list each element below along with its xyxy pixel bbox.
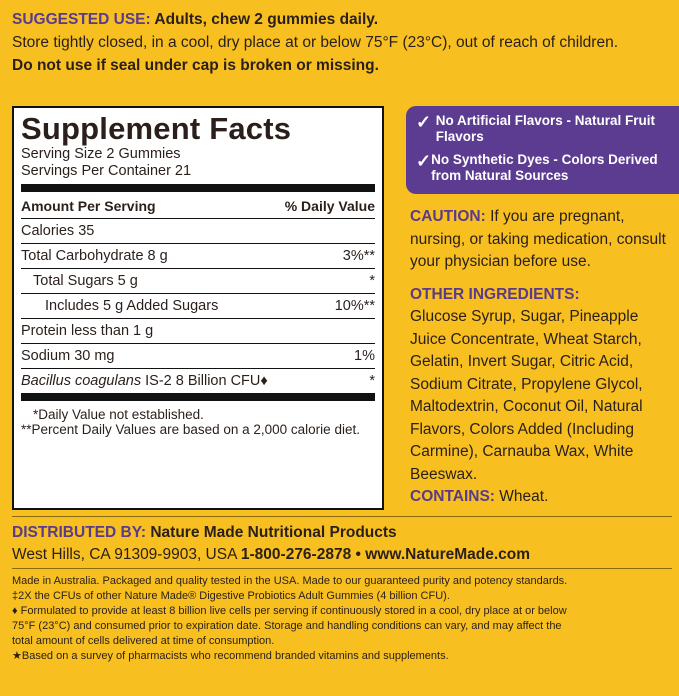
footnote-daily-value: *Daily Value not established. (33, 407, 204, 422)
ingredients-label: OTHER INGREDIENTS: (410, 285, 580, 303)
nutrient-label: Total Sugars 5 g (33, 273, 138, 289)
distributor-phone-web: 1-800-276-2878 • www.NatureMade.com (240, 546, 531, 563)
table-row (21, 268, 375, 293)
nutrient-label: Sodium 30 mg (21, 348, 115, 364)
thick-divider (21, 184, 375, 192)
suggested-use-label: SUGGESTED USE: (12, 11, 151, 28)
nutrient-label: Calories 35 (21, 223, 95, 239)
table-row (21, 318, 375, 343)
suggested-use (12, 8, 672, 31)
table-row (21, 243, 375, 268)
divider (12, 568, 672, 569)
distributor-name: Nature Made Nutritional Products (146, 524, 397, 541)
supplement-facts-panel (12, 106, 384, 510)
caution-text: If you are pregnant, nursing, or taking medication, consult your physician before use. (410, 208, 666, 270)
distributor-label: DISTRIBUTED BY: (12, 524, 147, 541)
nutrient-label (21, 370, 268, 392)
supplement-facts-title: Supplement Facts (21, 111, 292, 146)
distributor-contact (12, 544, 672, 566)
claim-item (406, 145, 679, 184)
table-row (21, 293, 375, 318)
thick-divider (21, 393, 375, 401)
caution-label: CAUTION: (410, 208, 486, 225)
divider (12, 516, 672, 517)
probiotic-species: Bacillus coagulans (21, 373, 142, 389)
nutrient-dv: * (369, 273, 375, 289)
nutrient-dv: * (369, 373, 375, 389)
footer-line: total amount of cells delivered at time of consumption. (12, 635, 275, 647)
caution-section (410, 206, 672, 274)
nutrient-dv: 3%** (342, 248, 375, 264)
facts-footnotes (21, 403, 375, 437)
footer-line: ★Based on a survey of pharmacists who recommend branded vitamins and supplements. (12, 650, 449, 662)
footer-fine-print (12, 574, 672, 664)
check-icon: ✓ (416, 112, 432, 132)
table-row (21, 218, 375, 243)
ingredients-section (410, 284, 672, 487)
contains-text: Wheat. (494, 488, 549, 505)
right-column (410, 206, 672, 509)
header-amount: Amount Per Serving (21, 198, 156, 214)
claim-item (406, 106, 679, 145)
claims-badge (406, 106, 679, 194)
nutrient-dv: 1% (354, 348, 375, 364)
distributor-address: West Hills, CA 91309-9903, USA (12, 546, 241, 563)
claim-text: No Artificial Flavors - Natural Fruit Flavors (435, 113, 656, 144)
footer-line: 75°F (23°C) and consumed prior to expiration date. Storage and handling conditions can vary, and may affect the (12, 620, 562, 632)
contains-label: CONTAINS: (410, 488, 495, 505)
probiotic-strain: IS-2 8 Billion CFU♦ (141, 373, 268, 389)
distributor-line (12, 522, 672, 544)
header-daily-value: % Daily Value (284, 198, 375, 214)
claim-text: No Synthetic Dyes - Colors Derived from Natural Sources (431, 152, 658, 183)
nutrient-label: Includes 5 g Added Sugars (45, 298, 219, 314)
suggested-use-text: Adults, chew 2 gummies daily. (150, 11, 379, 28)
nutrient-label: Protein less than 1 g (21, 323, 154, 339)
footnote-percent-dv: **Percent Daily Values are based on a 2,000 calorie diet. (21, 422, 360, 437)
footer-line: ‡2X the CFUs of other Nature Made® Digestive Probiotics Adult Gummies (4 billion CFU). (12, 590, 450, 602)
nutrient-dv: 10%** (334, 298, 375, 314)
ingredients-text: Glucose Syrup, Sugar, Pineapple Juice Concentrate, Wheat Starch, Gelatin, Invert Sugar, Citric Acid, Sodium Citrate, Propylene Glycol, Maltodextrin, Coconut Oil, Natural Flavors, Colors Added (Including Carmine), Carnauba Wax, White Beeswax. (410, 308, 643, 483)
table-row (21, 368, 375, 393)
distributor-block (12, 522, 672, 566)
storage-instructions: Store tightly closed, in a cool, dry place at or below 75°F (23°C), out of reach of children. (12, 34, 619, 51)
nutrient-label: Total Carbohydrate 8 g (21, 248, 168, 264)
serving-size: Serving Size 2 Gummies (21, 146, 181, 162)
footer-line: Made in Australia. Packaged and quality tested in the USA. Made to our guaranteed purity and potency standards. (12, 575, 568, 587)
seal-warning: Do not use if seal under cap is broken or missing. (12, 57, 379, 74)
table-row (21, 343, 375, 368)
facts-header-row (21, 194, 375, 218)
check-icon: ✓ (416, 151, 432, 171)
contains-section (410, 486, 672, 509)
servings-per-container: Servings Per Container 21 (21, 163, 192, 179)
footer-line: ♦ Formulated to provide at least 8 billion live cells per serving if continuously stored in a cool, dry place at or below (12, 605, 567, 617)
directions-block (12, 8, 672, 77)
